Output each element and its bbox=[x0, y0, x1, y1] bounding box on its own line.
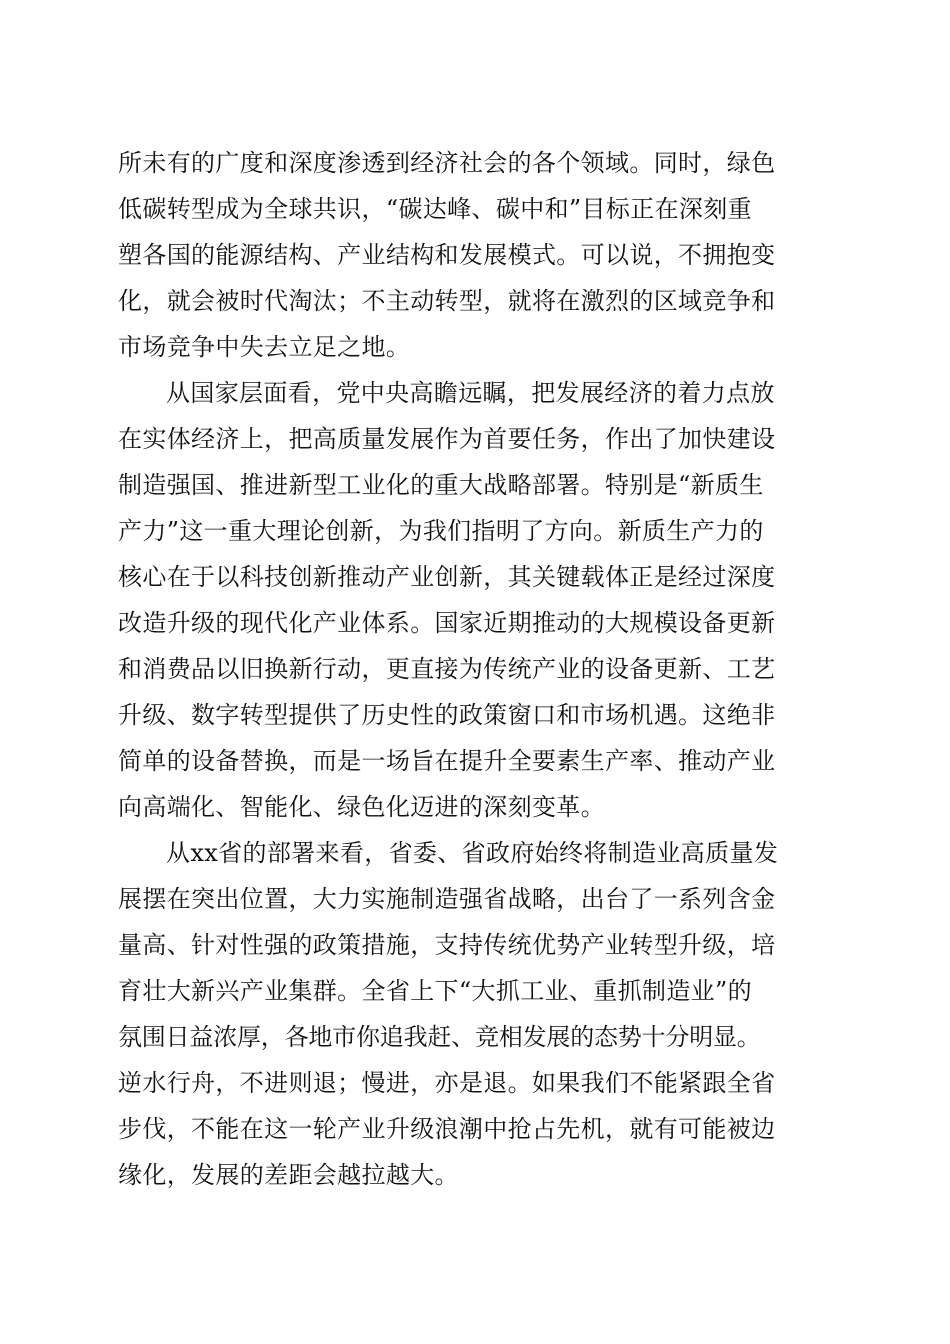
text-line: 逆水行舟，不进则退；慢进，亦是退。如果我们不能紧跟全省 bbox=[118, 1069, 776, 1097]
paragraph-3 bbox=[118, 830, 830, 1198]
text-line: 简单的设备替换，而是一场旨在提升全要素生产率、推动产业 bbox=[118, 747, 776, 775]
text-line: 从国家层面看，党中央高瞻远瞩，把发展经济的着力点放 bbox=[166, 379, 775, 407]
paragraph-2 bbox=[118, 370, 830, 830]
text-line: 在实体经济上，把高质量发展作为首要任务，作出了加快建设 bbox=[118, 425, 776, 453]
text-line: 育壮大新兴产业集群。全省上下“大抓工业、重抓制造业”的 bbox=[118, 977, 752, 1005]
text-line: 向高端化、智能化、绿色化迈进的深刻变革。 bbox=[118, 793, 605, 821]
text-line: 从xx省的部署来看，省委、省政府始终将制造业高质量发 bbox=[166, 839, 779, 867]
text-line: 低碳转型成为全球共识，“碳达峰、碳中和”目标正在深刻重 bbox=[118, 195, 752, 223]
text-line: 塑各国的能源结构、产业结构和发展模式。可以说，不拥抱变 bbox=[118, 241, 776, 269]
text-line: 制造强国、推进新型工业化的重大战略部署。特别是“新质生 bbox=[118, 471, 764, 499]
text-line: 所未有的广度和深度渗透到经济社会的各个领域。同时，绿色 bbox=[118, 149, 776, 177]
text-line: 氛围日益浓厚，各地市你追我赶、竞相发展的态势十分明显。 bbox=[118, 1023, 761, 1051]
text-line: 和消费品以旧换新行动，更直接为传统产业的设备更新、工艺 bbox=[118, 655, 776, 683]
paragraph-1 bbox=[118, 140, 830, 370]
text-line: 核心在于以科技创新推动产业创新，其关键载体正是经过深度 bbox=[118, 563, 776, 591]
text-line: 缘化，发展的差距会越拉越大。 bbox=[118, 1161, 459, 1189]
text-line: 市场竞争中失去立足之地。 bbox=[118, 333, 411, 361]
text-line: 步伐，不能在这一轮产业升级浪潮中抢占先机，就有可能被边 bbox=[118, 1115, 776, 1143]
text-line: 升级、数字转型提供了历史性的政策窗口和市场机遇。这绝非 bbox=[118, 701, 776, 729]
text-line: 改造升级的现代化产业体系。国家近期推动的大规模设备更新 bbox=[118, 609, 776, 637]
text-line: 展摆在突出位置，大力实施制造强省战略，出台了一系列含金 bbox=[118, 885, 776, 913]
document-body bbox=[118, 140, 830, 1198]
text-line: 量高、针对性强的政策措施，支持传统优势产业转型升级，培 bbox=[118, 931, 776, 959]
text-line: 产力”这一重大理论创新，为我们指明了方向。新质生产力的 bbox=[118, 517, 764, 545]
text-line: 化，就会被时代淘汰；不主动转型，就将在激烈的区域竞争和 bbox=[118, 287, 776, 315]
